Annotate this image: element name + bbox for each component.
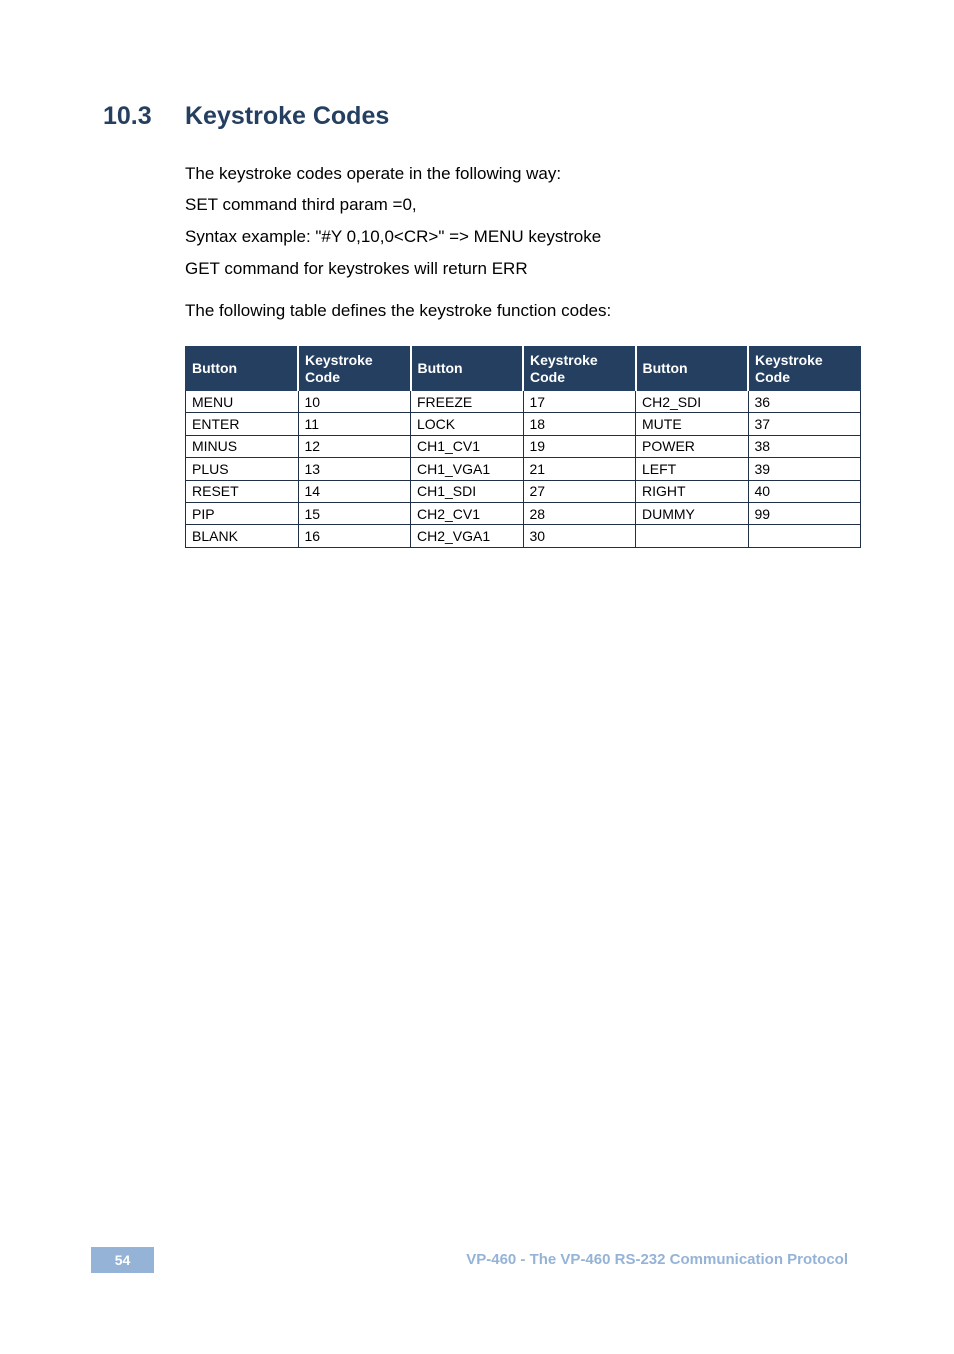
button-name-cell: [636, 525, 749, 547]
footer-title: VP-460 - The VP-460 RS-232 Communication Protocol: [466, 1251, 848, 1268]
keystroke-code-cell: 13: [298, 458, 411, 480]
button-name-cell: PLUS: [186, 458, 299, 480]
button-name-cell: MUTE: [636, 413, 749, 435]
button-name-cell: MENU: [186, 391, 299, 413]
button-name-cell: FREEZE: [411, 391, 524, 413]
keystroke-code-cell: 36: [748, 391, 861, 413]
header-button-3: Button: [636, 347, 749, 391]
keystroke-code-cell: 16: [298, 525, 411, 547]
keystroke-codes-table: [185, 346, 861, 548]
header-keystroke-code-2: Keystroke Code: [523, 347, 636, 391]
paragraph-set-command: SET command third param =0,: [185, 195, 417, 214]
keystroke-code-cell: 27: [523, 480, 636, 502]
keystroke-code-cell: 10: [298, 391, 411, 413]
paragraph-intro: The keystroke codes operate in the following way:: [185, 164, 562, 183]
keystroke-code-cell: 15: [298, 502, 411, 524]
button-name-cell: RESET: [186, 480, 299, 502]
keystroke-code-cell: 40: [748, 480, 861, 502]
header-button-1: Button: [186, 347, 299, 391]
keystroke-code-cell: 30: [523, 525, 636, 547]
keystroke-code-cell: 37: [748, 413, 861, 435]
button-name-cell: PIP: [186, 502, 299, 524]
button-name-cell: DUMMY: [636, 502, 749, 524]
table-row: [186, 502, 861, 524]
keystroke-code-cell: 19: [523, 435, 636, 457]
keystroke-code-cell: 38: [748, 435, 861, 457]
header-keystroke-code-1: Keystroke Code: [298, 347, 411, 391]
keystroke-code-cell: 12: [298, 435, 411, 457]
button-name-cell: RIGHT: [636, 480, 749, 502]
paragraph-get-command: GET command for keystrokes will return ERR: [185, 259, 528, 278]
keystroke-code-cell: 39: [748, 458, 861, 480]
button-name-cell: CH2_SDI: [636, 391, 749, 413]
button-name-cell: MINUS: [186, 435, 299, 457]
button-name-cell: CH1_CV1: [411, 435, 524, 457]
header-keystroke-code-3: Keystroke Code: [748, 347, 861, 391]
keystroke-code-cell: 99: [748, 502, 861, 524]
button-name-cell: POWER: [636, 435, 749, 457]
keystroke-code-cell: 11: [298, 413, 411, 435]
paragraph-syntax-example: Syntax example: "#Y 0,10,0<CR>" => MENU keystroke: [185, 227, 602, 246]
button-name-cell: CH2_VGA1: [411, 525, 524, 547]
section-number: 10.3: [103, 102, 152, 130]
keystroke-code-cell: 28: [523, 502, 636, 524]
keystroke-code-cell: 21: [523, 458, 636, 480]
button-name-cell: CH2_CV1: [411, 502, 524, 524]
table-row: [186, 435, 861, 457]
section-title: Keystroke Codes: [185, 102, 390, 130]
table-header-row: [186, 347, 861, 391]
table-row: [186, 391, 861, 413]
table-row: [186, 525, 861, 547]
keystroke-code-cell: 17: [523, 391, 636, 413]
header-button-2: Button: [411, 347, 524, 391]
table-row: [186, 480, 861, 502]
page-number: 54: [91, 1247, 154, 1273]
table-row: [186, 458, 861, 480]
button-name-cell: LOCK: [411, 413, 524, 435]
button-name-cell: LEFT: [636, 458, 749, 480]
keystroke-code-cell: [748, 525, 861, 547]
button-name-cell: ENTER: [186, 413, 299, 435]
keystroke-code-cell: 18: [523, 413, 636, 435]
keystroke-code-cell: 14: [298, 480, 411, 502]
button-name-cell: BLANK: [186, 525, 299, 547]
section-heading: [103, 102, 389, 131]
paragraph-table-intro: The following table defines the keystroke function codes:: [185, 301, 612, 320]
table-row: [186, 413, 861, 435]
button-name-cell: CH1_SDI: [411, 480, 524, 502]
button-name-cell: CH1_VGA1: [411, 458, 524, 480]
